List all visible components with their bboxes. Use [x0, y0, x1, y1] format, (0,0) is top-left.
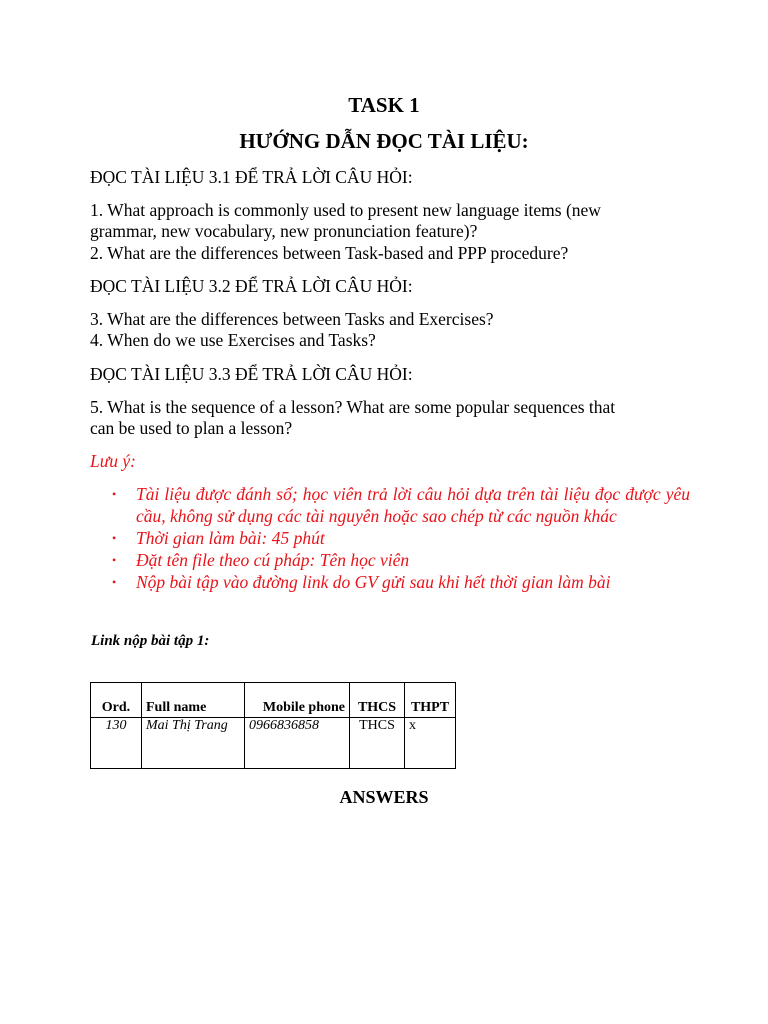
note-item-text: Đặt tên file theo cú pháp: Tên học viên	[136, 550, 410, 570]
cell-full-name: Mai Thị Trang	[142, 718, 245, 769]
table-row	[91, 718, 456, 769]
question-1-line-1: 1. What approach is commonly used to present new language items (new	[90, 200, 601, 220]
cell-mobile-phone: 0966836858	[245, 718, 350, 769]
question-5-line-1: 5. What is the sequence of a lesson? What are some popular sequences that	[90, 397, 616, 417]
student-table	[90, 682, 456, 769]
header-thpt: THPT	[405, 683, 456, 718]
note-item-text: Nộp bài tập vào đường link do GV gửi sau khi hết thời gian làm bài	[136, 572, 611, 592]
header-ord: Ord.	[91, 683, 142, 718]
cell-ord: 130	[91, 718, 142, 769]
header-mobile-phone: Mobile phone	[245, 683, 350, 718]
task-title: TASK 1	[348, 93, 420, 117]
note-item	[90, 549, 690, 571]
submission-link-label	[91, 633, 209, 650]
note-item-text: Tài liệu được đánh số; học viên trả lời câu hỏi dựa trên tài liệu đọc được yêu cầu, không sử dụng các tài nguyên hoặc sao chép từ các nguồn khác	[136, 484, 690, 526]
note-label: Lưu ý:	[90, 451, 136, 471]
bullet-icon: •	[112, 531, 117, 545]
table-header-row	[91, 683, 456, 718]
note-item	[90, 483, 690, 527]
question-3: 3. What are the differences between Tasks and Exercises?	[90, 309, 494, 329]
note-item	[90, 571, 690, 593]
section-3-heading: ĐỌC TÀI LIỆU 3.3 ĐỂ TRẢ LỜI CÂU HỎI:	[90, 364, 413, 384]
question-4: 4. When do we use Exercises and Tasks?	[90, 330, 376, 350]
header-full-name: Full name	[142, 683, 245, 718]
submission-link-text: Link nộp bài tập 1:	[91, 633, 210, 649]
section-2-heading: ĐỌC TÀI LIỆU 3.2 ĐỂ TRẢ LỜI CÂU HỎI:	[90, 276, 413, 296]
note-item-text: Thời gian làm bài: 45 phút	[136, 528, 325, 548]
note-list	[90, 483, 690, 593]
bullet-icon: •	[112, 575, 117, 589]
header-thcs: THCS	[350, 683, 405, 718]
note-item	[90, 527, 690, 549]
bullet-icon: •	[112, 553, 117, 567]
cell-thcs: THCS	[350, 718, 405, 769]
bullet-icon: •	[112, 487, 117, 501]
question-2: 2. What are the differences between Task-based and PPP procedure?	[90, 243, 569, 263]
cell-thpt: x	[405, 718, 456, 769]
section-1-heading: ĐỌC TÀI LIỆU 3.1 ĐỂ TRẢ LỜI CÂU HỎI:	[90, 167, 413, 187]
question-1-line-2: grammar, new vocabulary, new pronunciation feature)?	[90, 221, 478, 241]
answers-heading: ANSWERS	[339, 787, 429, 807]
guide-title: HƯỚNG DẪN ĐỌC TÀI LIỆU:	[239, 129, 529, 153]
question-5-line-2: can be used to plan a lesson?	[90, 418, 293, 438]
